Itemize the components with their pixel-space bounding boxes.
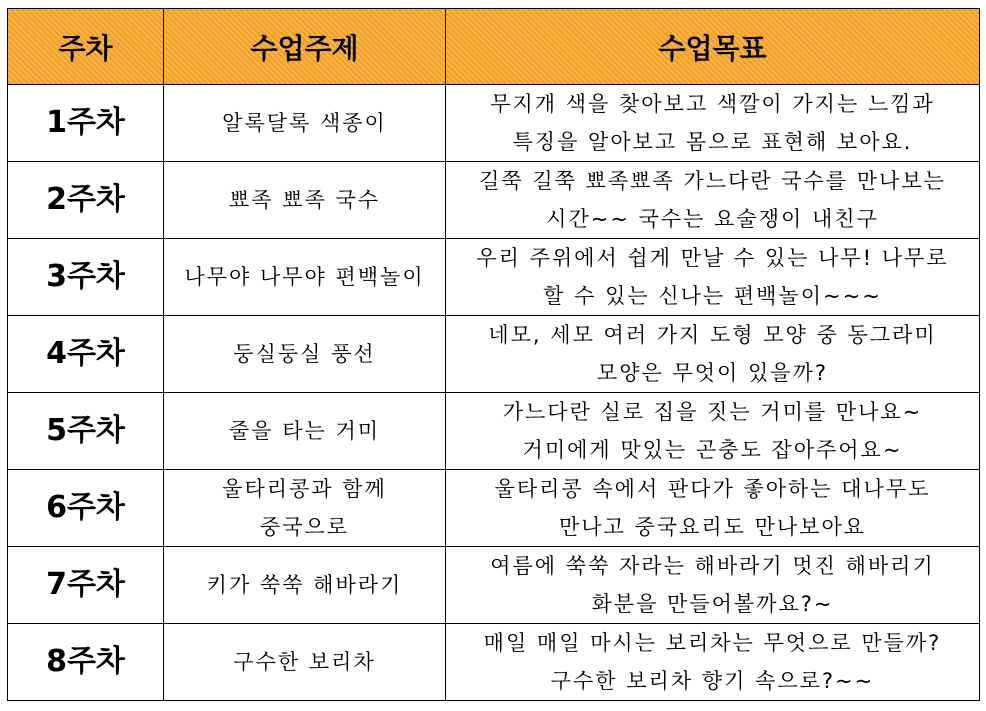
topic-cell: [164, 316, 446, 393]
week-cell: 8주차: [8, 624, 164, 701]
goal-cell: [446, 162, 980, 239]
schedule-body: [8, 85, 980, 701]
goal-line: 여름에 쑥쑥 자라는 해바라기 멋진 해바리기: [490, 554, 935, 578]
topic-line: 줄을 타는 거미: [228, 419, 381, 443]
goal-cell: [446, 85, 980, 162]
goal-line: 매일 매일 마시는 보리차는 무엇으로 만들까?: [483, 631, 942, 655]
topic-line: 둥실둥실 풍선: [233, 342, 376, 366]
table-row: [8, 393, 980, 470]
week-cell: 4주차: [8, 316, 164, 393]
table-row: [8, 470, 980, 547]
table-row: [8, 85, 980, 162]
topic-line: 알록달록 색종이: [222, 111, 387, 135]
week-cell: 1주차: [8, 85, 164, 162]
table-row: [8, 624, 980, 701]
table-row: [8, 162, 980, 239]
goal-line: 만나고 중국요리도 만나보아요: [558, 515, 867, 539]
goal-cell: [446, 624, 980, 701]
goal-cell: [446, 547, 980, 624]
topic-line: 구수한 보리차: [233, 650, 376, 674]
goal-line: 화분을 만들어볼까요?~: [591, 592, 834, 616]
topic-cell: [164, 239, 446, 316]
table-row: [8, 239, 980, 316]
header-week: 주차: [8, 9, 164, 85]
goal-cell: [446, 393, 980, 470]
goal-line: 길쭉 길쭉 뾰족뾰족 가느다란 국수를 만나보는: [479, 169, 946, 193]
table-row: [8, 316, 980, 393]
header-goal: 수업목표: [446, 9, 980, 85]
table-row: [8, 547, 980, 624]
week-cell: 7주차: [8, 547, 164, 624]
topic-cell: [164, 162, 446, 239]
week-cell: 6주차: [8, 470, 164, 547]
goal-line: 특징을 알아보고 몸으로 표현해 보아요.: [512, 130, 913, 154]
topic-cell: [164, 624, 446, 701]
topic-cell: [164, 85, 446, 162]
lesson-schedule-table: [7, 8, 980, 701]
topic-cell: [164, 470, 446, 547]
goal-line: 할 수 있는 신나는 편백놀이~~~: [543, 284, 882, 308]
goal-line: 거미에게 맛있는 곤충도 잡아주어요~: [522, 438, 903, 462]
header-topic: 수업주제: [164, 9, 446, 85]
topic-cell: [164, 393, 446, 470]
topic-line: 중국으로: [259, 515, 350, 539]
goal-line: 우리 주위에서 쉽게 만날 수 있는 나무! 나무로: [476, 246, 949, 270]
week-cell: 2주차: [8, 162, 164, 239]
goal-line: 시간~~ 국수는 요술쟁이 내친구: [546, 207, 879, 231]
topic-line: 울타리콩과 함께: [222, 477, 387, 501]
topic-line: 키가 쑥쑥 해바라기: [206, 573, 403, 597]
topic-cell: [164, 547, 446, 624]
goal-cell: [446, 239, 980, 316]
goal-line: 구수한 보리차 향기 속으로?~~: [550, 669, 875, 693]
header-row: [8, 9, 980, 85]
goal-line: 가느다란 실로 집을 짓는 거미를 만나요~: [502, 400, 923, 424]
topic-line: 나무야 나무야 편백놀이: [184, 265, 425, 289]
topic-line: 뾰족 뾰족 국수: [228, 188, 381, 212]
goal-line: 네모, 세모 여러 가지 도형 모양 중 동그라미: [488, 323, 937, 347]
goal-cell: [446, 316, 980, 393]
goal-line: 모양은 무엇이 있을까?: [596, 361, 829, 385]
goal-line: 무지개 색을 찾아보고 색깔이 가지는 느낌과: [490, 92, 935, 116]
week-cell: 5주차: [8, 393, 164, 470]
goal-line: 울타리콩 속에서 판다가 좋아하는 대나무도: [494, 477, 931, 501]
week-cell: 3주차: [8, 239, 164, 316]
goal-cell: [446, 470, 980, 547]
